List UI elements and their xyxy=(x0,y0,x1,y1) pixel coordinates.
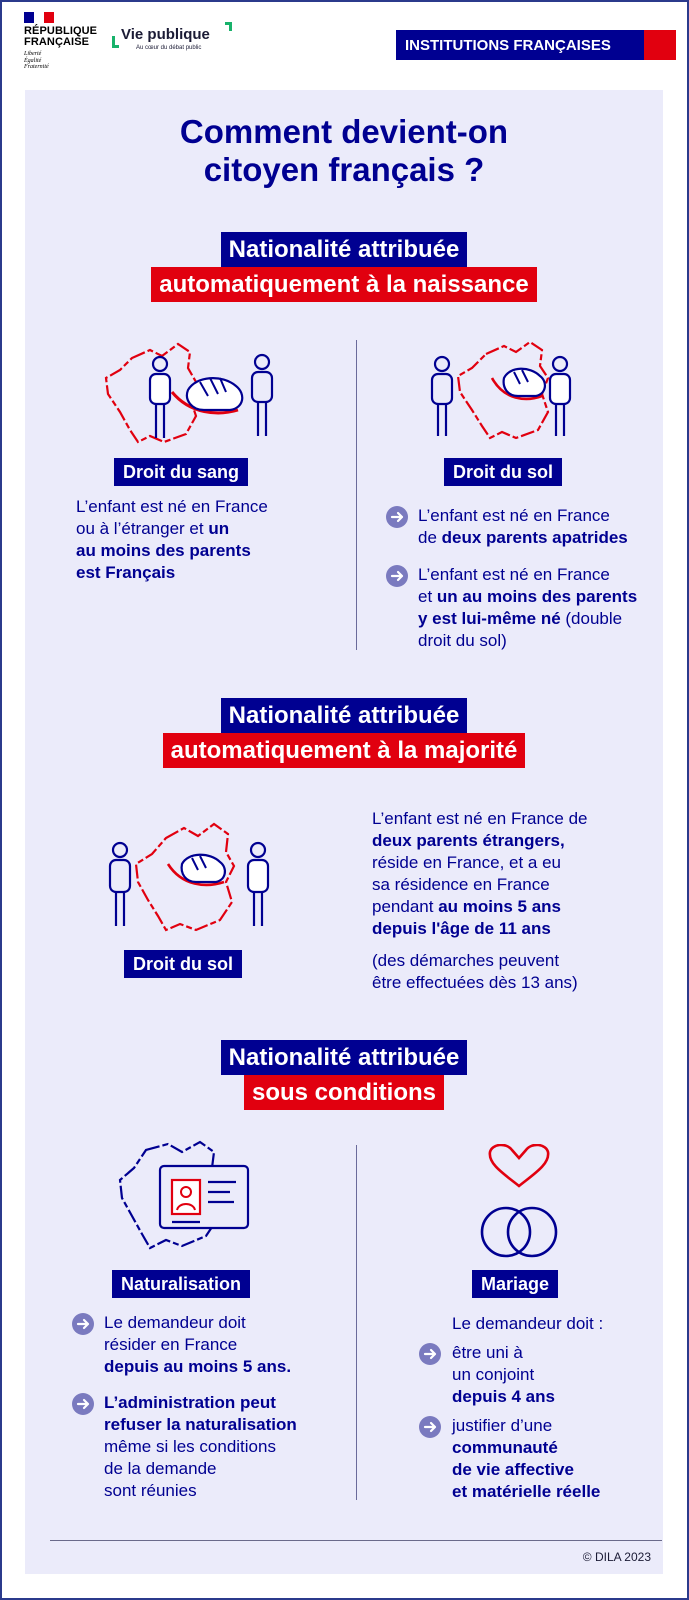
rf-name-line1: RÉPUBLIQUE xyxy=(24,25,98,37)
text-fragment: pendant xyxy=(372,897,439,916)
copyright: © DILA 2023 xyxy=(582,1550,651,1564)
text-line: résider en France xyxy=(104,1335,238,1354)
page-title-line1: Comment devient-on xyxy=(179,113,509,150)
text-line xyxy=(452,1459,667,1481)
section3-heading xyxy=(25,1040,663,1110)
text-fragment: de xyxy=(418,528,442,547)
arrow-right-icon xyxy=(72,1313,94,1335)
vie-publique-title: Vie publique xyxy=(121,26,210,43)
text-bold: au moins 5 ans xyxy=(438,897,562,916)
text-line: de la demande xyxy=(104,1459,217,1478)
text-bold: y est lui-même né xyxy=(418,609,561,628)
section2-heading xyxy=(25,698,663,768)
text-bold: deux parents apatrides xyxy=(441,528,628,547)
text-bold: refuser la naturalisation xyxy=(104,1415,297,1434)
text-line xyxy=(104,1356,344,1378)
text-fragment: (double xyxy=(560,609,623,628)
arrow-right-icon xyxy=(72,1393,94,1415)
text-line xyxy=(418,527,668,549)
text-line xyxy=(372,896,662,918)
majorite-note xyxy=(372,950,662,994)
arrow-right-icon xyxy=(386,506,408,528)
rf-motto-2: Égalité xyxy=(24,57,42,64)
text-bold: communauté xyxy=(452,1438,558,1457)
text-bold: un xyxy=(208,519,230,538)
majorite-text xyxy=(372,808,662,940)
text-line: L’enfant est né en France xyxy=(418,506,610,525)
section2-heading-line1: Nationalité attribuée xyxy=(221,698,468,733)
section1-heading-line2: automatiquement à la naissance xyxy=(151,267,536,302)
text-fragment: et xyxy=(418,587,437,606)
text-line: être uni à xyxy=(452,1343,523,1362)
droit-du-sol-label: Droit du sol xyxy=(444,458,562,486)
institutions-banner-label: INSTITUTIONS FRANÇAISES xyxy=(396,30,644,60)
text-line: un conjoint xyxy=(452,1365,535,1384)
text-fragment: ou à l’étranger et xyxy=(76,519,209,538)
naturalisation-bullet1 xyxy=(104,1312,344,1378)
text-line: L’enfant est né en France de xyxy=(372,809,588,828)
mariage-intro: Le demandeur doit : xyxy=(452,1314,604,1333)
green-bracket-icon xyxy=(225,22,232,31)
arrow-right-icon xyxy=(419,1343,441,1365)
vie-publique-logo xyxy=(112,22,232,54)
text-bold: de vie affective xyxy=(452,1460,574,1479)
text-line: réside en France, et a eu xyxy=(372,853,562,872)
text-line xyxy=(76,562,346,584)
text-line: justifier d’une xyxy=(452,1416,553,1435)
text-line xyxy=(418,608,673,630)
text-line xyxy=(372,918,662,940)
text-bold: L’administration peut xyxy=(104,1393,276,1412)
text-line xyxy=(452,1481,667,1503)
text-bold: et matérielle réelle xyxy=(452,1482,601,1501)
mariage-bullet1 xyxy=(452,1342,662,1408)
green-bracket-icon xyxy=(112,36,119,48)
rf-motto-3: Fraternité xyxy=(24,64,49,70)
naturalisation-bullet2 xyxy=(104,1392,349,1502)
text-line xyxy=(104,1392,349,1414)
mariage-illustration xyxy=(474,1144,564,1264)
institutions-banner xyxy=(396,30,676,60)
section3-heading-line1: Nationalité attribuée xyxy=(221,1040,468,1075)
section1-divider xyxy=(356,340,357,650)
text-line xyxy=(452,1386,662,1408)
arrow-right-icon xyxy=(419,1416,441,1438)
text-bold: au moins des parents xyxy=(76,541,251,560)
mariage-label: Mariage xyxy=(472,1270,558,1298)
vie-publique-tagline: Au cœur du débat public xyxy=(136,45,202,51)
text-line xyxy=(452,1437,667,1459)
rf-name-line2: FRANÇAISE xyxy=(24,36,90,48)
droit-du-sang-illustration xyxy=(100,338,290,458)
footer-divider xyxy=(50,1540,662,1541)
text-line: droit du sol) xyxy=(418,631,507,650)
text-line xyxy=(104,1414,349,1436)
text-line: même si les conditions xyxy=(104,1437,276,1456)
text-line xyxy=(76,540,346,562)
text-line xyxy=(76,518,346,540)
text-bold: deux parents étrangers, xyxy=(372,831,565,850)
naturalisation-illustration xyxy=(116,1138,256,1258)
text-line xyxy=(418,586,673,608)
droit-du-sol-illustration xyxy=(430,338,590,448)
droit-du-sang-text xyxy=(76,496,346,584)
text-line: sa résidence en France xyxy=(372,875,550,894)
rf-motto-1: Liberté xyxy=(24,51,42,57)
text-line: L’enfant est né en France xyxy=(418,565,610,584)
republique-francaise-logo xyxy=(24,12,97,71)
page-title xyxy=(25,113,663,189)
text-bold: depuis 4 ans xyxy=(452,1387,555,1406)
text-line: L’enfant est né en France xyxy=(76,497,268,516)
section1-heading xyxy=(25,232,663,302)
text-line: être effectuées dès 13 ans) xyxy=(372,973,578,992)
droit-du-sang-label: Droit du sang xyxy=(114,458,248,486)
text-line: Le demandeur doit xyxy=(104,1313,246,1332)
naturalisation-label: Naturalisation xyxy=(112,1270,250,1298)
text-line xyxy=(372,830,662,852)
text-line: sont réunies xyxy=(104,1481,197,1500)
text-bold: un au moins des parents xyxy=(436,587,638,606)
section3-divider xyxy=(356,1145,357,1500)
droit-du-sol-bullet2 xyxy=(418,564,673,652)
droit-du-sol-majorite-label: Droit du sol xyxy=(124,950,242,978)
droit-du-sol-majorite-illustration xyxy=(106,820,286,938)
text-line: (des démarches peuvent xyxy=(372,951,560,970)
section3-heading-line2: sous conditions xyxy=(244,1075,444,1110)
section1-heading-line1: Nationalité attribuée xyxy=(221,232,468,267)
banner-red-block xyxy=(644,30,676,60)
french-flag-icon xyxy=(24,12,54,23)
page-title-line2: citoyen français ? xyxy=(203,151,485,188)
section2-heading-line2: automatiquement à la majorité xyxy=(163,733,526,768)
arrow-right-icon xyxy=(386,565,408,587)
text-bold: depuis l'âge de 11 ans xyxy=(372,919,551,938)
text-bold: est Français xyxy=(76,563,176,582)
droit-du-sol-bullet1 xyxy=(418,505,668,549)
mariage-bullet2 xyxy=(452,1415,667,1503)
text-bold: depuis au moins 5 ans. xyxy=(104,1357,292,1376)
